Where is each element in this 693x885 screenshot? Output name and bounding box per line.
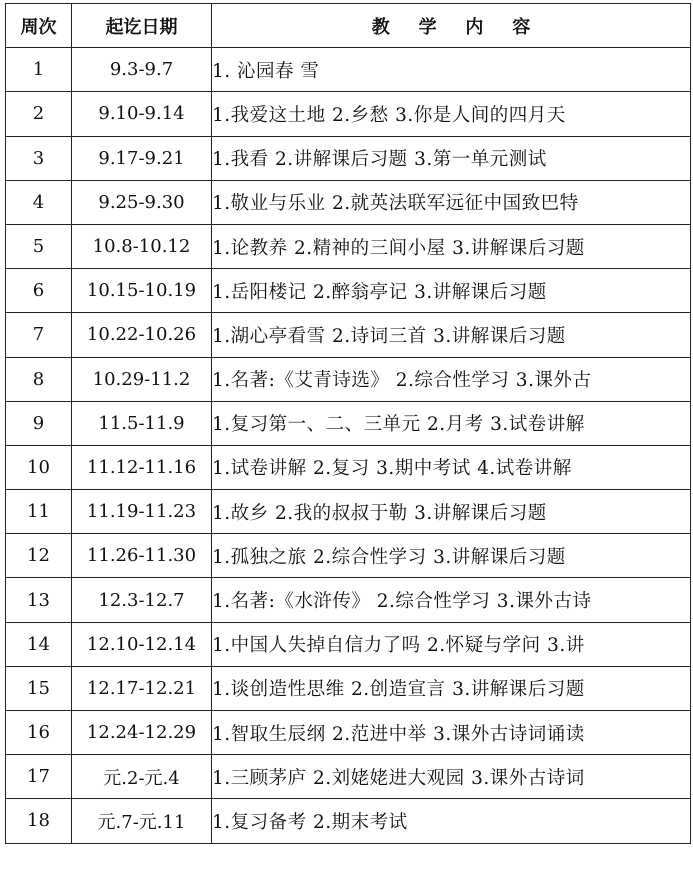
content-cell: 1.三顾茅庐 2.刘姥姥进大观园 3.课外古诗词 xyxy=(212,755,691,799)
content-cell: 1.复习备考 2.期末考试 xyxy=(212,799,691,843)
week-cell: 16 xyxy=(6,711,72,755)
week-cell: 9 xyxy=(6,401,72,445)
dates-cell: 9.17-9.21 xyxy=(72,136,212,180)
dates-cell: 12.3-12.7 xyxy=(72,578,212,622)
week-cell: 5 xyxy=(6,224,72,268)
header-week: 周次 xyxy=(6,4,72,48)
content-cell: 1. 沁园春 雪 xyxy=(212,48,691,92)
dates-cell: 10.29-11.2 xyxy=(72,357,212,401)
week-cell: 11 xyxy=(6,490,72,534)
content-cell: 1.岳阳楼记 2.醉翁亭记 3.讲解课后习题 xyxy=(212,269,691,313)
table-row xyxy=(6,357,691,401)
week-cell: 13 xyxy=(6,578,72,622)
header-dates: 起讫日期 xyxy=(72,4,212,48)
table-row xyxy=(6,313,691,357)
header-content: 教学内容 xyxy=(212,4,691,48)
teaching-schedule-table xyxy=(5,3,691,844)
table-row xyxy=(6,534,691,578)
table-row xyxy=(6,92,691,136)
week-cell: 7 xyxy=(6,313,72,357)
content-cell: 1.谈创造性思维 2.创造宣言 3.讲解课后习题 xyxy=(212,666,691,710)
dates-cell: 12.24-12.29 xyxy=(72,711,212,755)
table-row xyxy=(6,799,691,843)
table-row xyxy=(6,711,691,755)
dates-cell: 11.26-11.30 xyxy=(72,534,212,578)
week-cell: 10 xyxy=(6,445,72,489)
dates-cell: 12.10-12.14 xyxy=(72,622,212,666)
content-cell: 1.故乡 2.我的叔叔于勒 3.讲解课后习题 xyxy=(212,490,691,534)
dates-cell: 12.17-12.21 xyxy=(72,666,212,710)
content-cell: 1.我爱这土地 2.乡愁 3.你是人间的四月天 xyxy=(212,92,691,136)
week-cell: 2 xyxy=(6,92,72,136)
content-cell: 1.智取生辰纲 2.范进中举 3.课外古诗词诵读 xyxy=(212,711,691,755)
dates-cell: 9.3-9.7 xyxy=(72,48,212,92)
dates-cell: 9.10-9.14 xyxy=(72,92,212,136)
content-cell: 1.名著:《艾青诗选》 2.综合性学习 3.课外古 xyxy=(212,357,691,401)
table-row xyxy=(6,48,691,92)
week-cell: 12 xyxy=(6,534,72,578)
content-cell: 1.湖心亭看雪 2.诗词三首 3.讲解课后习题 xyxy=(212,313,691,357)
week-cell: 15 xyxy=(6,666,72,710)
content-cell: 1.复习第一、二、三单元 2.月考 3.试卷讲解 xyxy=(212,401,691,445)
header-row xyxy=(6,4,691,48)
content-cell: 1.中国人失掉自信力了吗 2.怀疑与学问 3.讲 xyxy=(212,622,691,666)
week-cell: 6 xyxy=(6,269,72,313)
content-cell: 1.试卷讲解 2.复习 3.期中考试 4.试卷讲解 xyxy=(212,445,691,489)
content-cell: 1.敬业与乐业 2.就英法联军远征中国致巴特 xyxy=(212,180,691,224)
table-row xyxy=(6,136,691,180)
table-row xyxy=(6,180,691,224)
table-row xyxy=(6,666,691,710)
dates-cell: 11.5-11.9 xyxy=(72,401,212,445)
table-row xyxy=(6,578,691,622)
week-cell: 8 xyxy=(6,357,72,401)
week-cell: 3 xyxy=(6,136,72,180)
table-row xyxy=(6,269,691,313)
dates-cell: 元.2-元.4 xyxy=(72,755,212,799)
week-cell: 18 xyxy=(6,799,72,843)
content-cell: 1.论教养 2.精神的三间小屋 3.讲解课后习题 xyxy=(212,224,691,268)
dates-cell: 10.22-10.26 xyxy=(72,313,212,357)
dates-cell: 11.12-11.16 xyxy=(72,445,212,489)
content-cell: 1.我看 2.讲解课后习题 3.第一单元测试 xyxy=(212,136,691,180)
dates-cell: 10.15-10.19 xyxy=(72,269,212,313)
content-cell: 1.孤独之旅 2.综合性学习 3.讲解课后习题 xyxy=(212,534,691,578)
table-row xyxy=(6,622,691,666)
week-cell: 17 xyxy=(6,755,72,799)
table-row xyxy=(6,401,691,445)
dates-cell: 10.8-10.12 xyxy=(72,224,212,268)
content-cell: 1.名著:《水浒传》 2.综合性学习 3.课外古诗 xyxy=(212,578,691,622)
table-row xyxy=(6,224,691,268)
dates-cell: 11.19-11.23 xyxy=(72,490,212,534)
dates-cell: 9.25-9.30 xyxy=(72,180,212,224)
week-cell: 4 xyxy=(6,180,72,224)
table-row xyxy=(6,755,691,799)
table-row xyxy=(6,445,691,489)
table-row xyxy=(6,490,691,534)
week-cell: 14 xyxy=(6,622,72,666)
week-cell: 1 xyxy=(6,48,72,92)
dates-cell: 元.7-元.11 xyxy=(72,799,212,843)
